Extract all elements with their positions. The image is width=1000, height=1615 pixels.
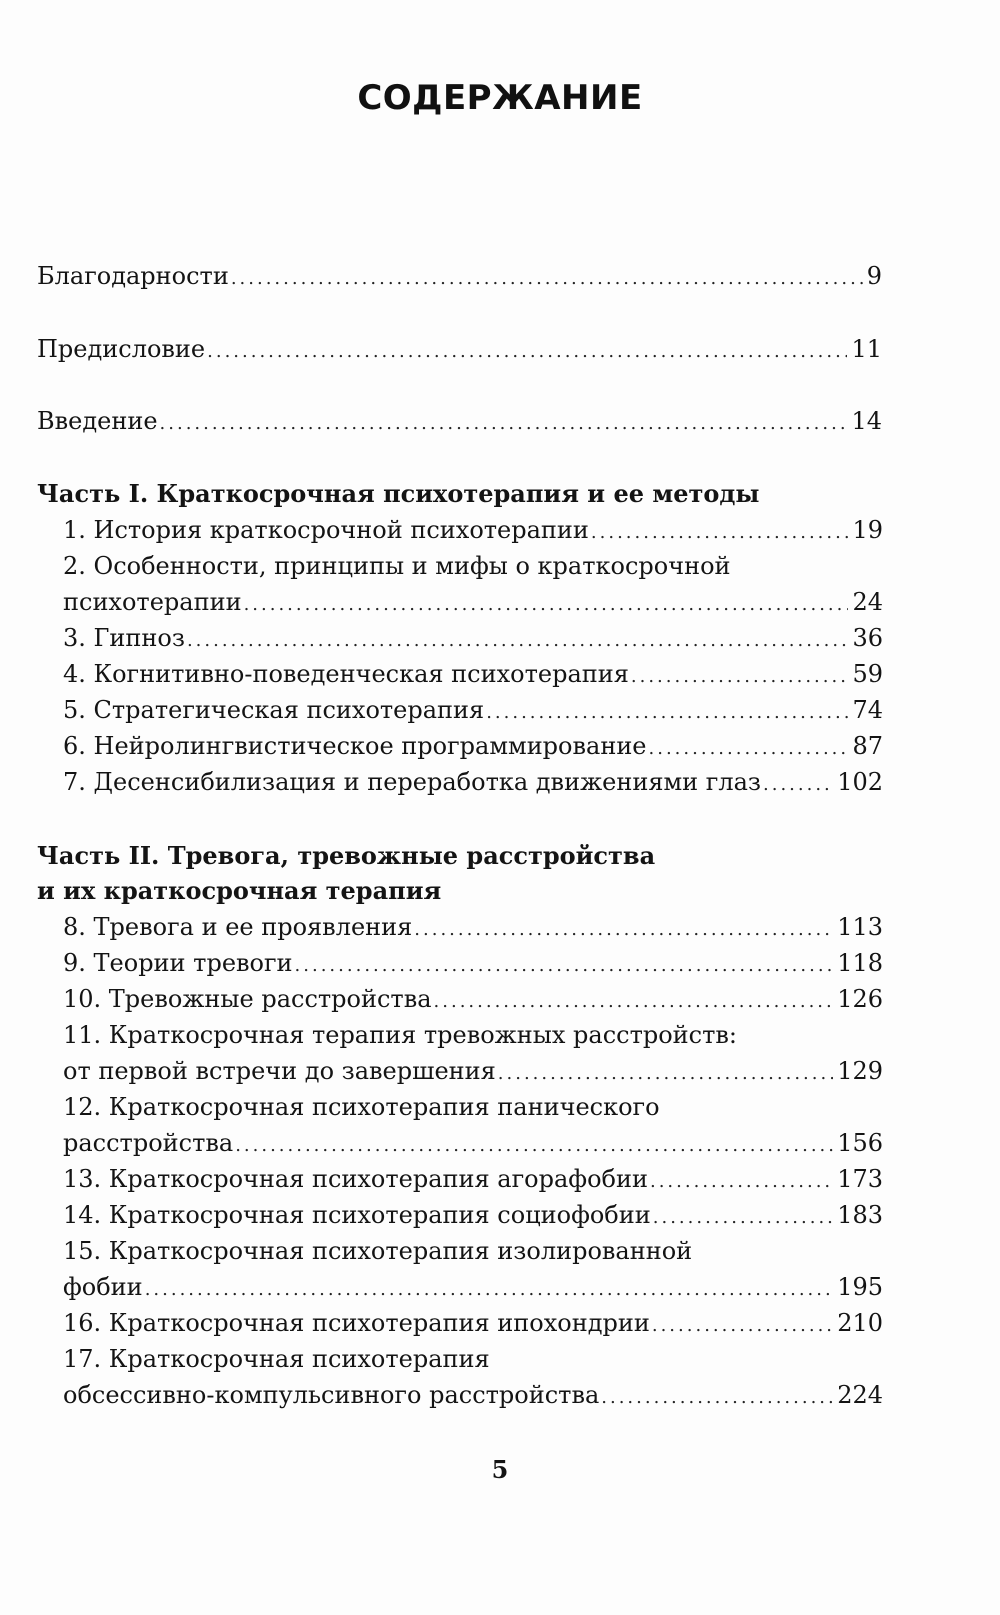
toc-entry-label: 5. Стратегическая психотерапия <box>63 696 485 724</box>
dot-leader <box>187 623 849 659</box>
toc-page-number: 11 <box>851 335 882 363</box>
dot-leader <box>649 731 849 767</box>
toc-entry-chapter-17[interactable] <box>63 1377 883 1413</box>
dot-leader <box>414 912 833 948</box>
toc-entry-label: Введение <box>37 407 158 435</box>
toc-entry-chapter-17-line-1[interactable]: 17. Краткосрочная психотерапия <box>63 1345 490 1373</box>
toc-entry-chapter-11[interactable] <box>63 1053 883 1089</box>
dot-leader <box>650 1164 833 1200</box>
toc-entry-label: 8. Тревога и ее проявления <box>63 913 413 941</box>
toc-entry-label: 3. Гипноз <box>63 624 185 652</box>
toc-page-number: 102 <box>837 768 883 796</box>
dot-leader <box>653 1200 833 1236</box>
dot-leader <box>145 1272 834 1308</box>
toc-entry-label: фобии <box>63 1273 143 1301</box>
dot-leader <box>160 406 848 442</box>
toc-entry-chapter-12-line-1[interactable]: 12. Краткосрочная психотерапия панического <box>63 1093 660 1121</box>
page-title: СОДЕРЖАНИЕ <box>357 78 643 118</box>
toc-entry-label: психотерапии <box>63 588 242 616</box>
toc-entry-chapter-8[interactable] <box>63 909 883 945</box>
toc-entry-chapter-15[interactable] <box>63 1269 883 1305</box>
toc-page-number: 210 <box>837 1309 883 1337</box>
toc-page-number: 126 <box>837 985 883 1013</box>
toc-page-number: 14 <box>851 407 882 435</box>
toc-entry-label: 16. Краткосрочная психотерапия ипохондрии <box>63 1309 650 1337</box>
dot-leader <box>601 1380 833 1416</box>
toc-page-number: 9 <box>866 262 882 290</box>
dot-leader <box>652 1308 833 1344</box>
toc-page-number: 173 <box>837 1165 883 1193</box>
toc-entry-chapter-7[interactable] <box>63 764 883 800</box>
dot-leader <box>207 334 847 370</box>
toc-entry-label: 13. Краткосрочная психотерапия агорафобии <box>63 1165 648 1193</box>
toc-page-number: 118 <box>837 949 883 977</box>
dot-leader <box>763 767 833 803</box>
toc-page-number: 59 <box>852 660 883 688</box>
dot-leader <box>591 515 849 551</box>
toc-page-number: 156 <box>837 1129 883 1157</box>
toc-entry-chapter-2-line-1[interactable]: 2. Особенности, принципы и мифы о краткосрочной <box>63 552 731 580</box>
part-heading: Часть I. Краткосрочная психотерапия и ее методы <box>37 479 760 508</box>
toc-entry-chapter-6[interactable] <box>63 728 883 764</box>
toc-entry-chapter-16[interactable] <box>63 1305 883 1341</box>
toc-entry-label: расстройства <box>63 1129 234 1157</box>
toc-entry-introduction[interactable] <box>37 403 882 439</box>
dot-leader <box>231 261 863 297</box>
toc-page-number: 36 <box>852 624 883 652</box>
toc-entry-label: 10. Тревожные расстройства <box>63 985 432 1013</box>
toc-entry-label: 4. Когнитивно-поведенческая психотерапия <box>63 660 629 688</box>
dot-leader <box>434 984 834 1020</box>
toc-entry-chapter-10[interactable] <box>63 981 883 1017</box>
toc-entry-chapter-11-line-1[interactable]: 11. Краткосрочная терапия тревожных расстройств: <box>63 1021 737 1049</box>
toc-entry-acknowledgements[interactable] <box>37 258 882 294</box>
toc-page-number: 19 <box>852 516 883 544</box>
toc-page-number: 113 <box>837 913 883 941</box>
dot-leader <box>498 1056 833 1092</box>
toc-entry-chapter-2[interactable] <box>63 584 883 620</box>
toc-page-number: 129 <box>837 1057 883 1085</box>
toc-entry-label: от первой встречи до завершения <box>63 1057 496 1085</box>
toc-page-number: 87 <box>852 732 883 760</box>
toc-entry-label: обсессивно-компульсивного расстройства <box>63 1381 600 1409</box>
part-heading-line-2: и их краткосрочная терапия <box>37 876 442 905</box>
toc-entry-label: Предисловие <box>37 335 206 363</box>
toc-page-number: 224 <box>837 1381 883 1409</box>
dot-leader <box>631 659 849 695</box>
dot-leader <box>235 1128 833 1164</box>
toc-entry-label: 1. История краткосрочной психотерапии <box>63 516 589 544</box>
dot-leader <box>295 948 834 984</box>
toc-entry-label: 14. Краткосрочная психотерапия социофобии <box>63 1201 651 1229</box>
toc-entry-chapter-4[interactable] <box>63 656 883 692</box>
toc-entry-chapter-3[interactable] <box>63 620 883 656</box>
page-number-footer: 5 <box>491 1455 509 1484</box>
toc-page-number: 74 <box>852 696 883 724</box>
toc-entry-label: 9. Теории тревоги <box>63 949 293 977</box>
toc-entry-chapter-13[interactable] <box>63 1161 883 1197</box>
toc-entry-label: 6. Нейролингвистическое программирование <box>63 732 647 760</box>
toc-entry-chapter-12[interactable] <box>63 1125 883 1161</box>
toc-entry-chapter-9[interactable] <box>63 945 883 981</box>
dot-leader <box>486 695 848 731</box>
toc-entry-chapter-5[interactable] <box>63 692 883 728</box>
toc-entry-chapter-1[interactable] <box>63 512 883 548</box>
toc-entry-preface[interactable] <box>37 331 882 367</box>
toc-page-number: 195 <box>837 1273 883 1301</box>
toc-entry-label: 7. Десенсибилизация и переработка движениями глаз <box>63 768 761 796</box>
toc-entry-chapter-14[interactable] <box>63 1197 883 1233</box>
toc-page-number: 183 <box>837 1201 883 1229</box>
dot-leader <box>244 587 849 623</box>
toc-page-number: 24 <box>852 588 883 616</box>
toc-entry-label: Благодарности <box>37 262 229 290</box>
toc-entry-chapter-15-line-1[interactable]: 15. Краткосрочная психотерапия изолированной <box>63 1237 693 1265</box>
part-heading-line-1: Часть II. Тревога, тревожные расстройства <box>37 841 656 870</box>
